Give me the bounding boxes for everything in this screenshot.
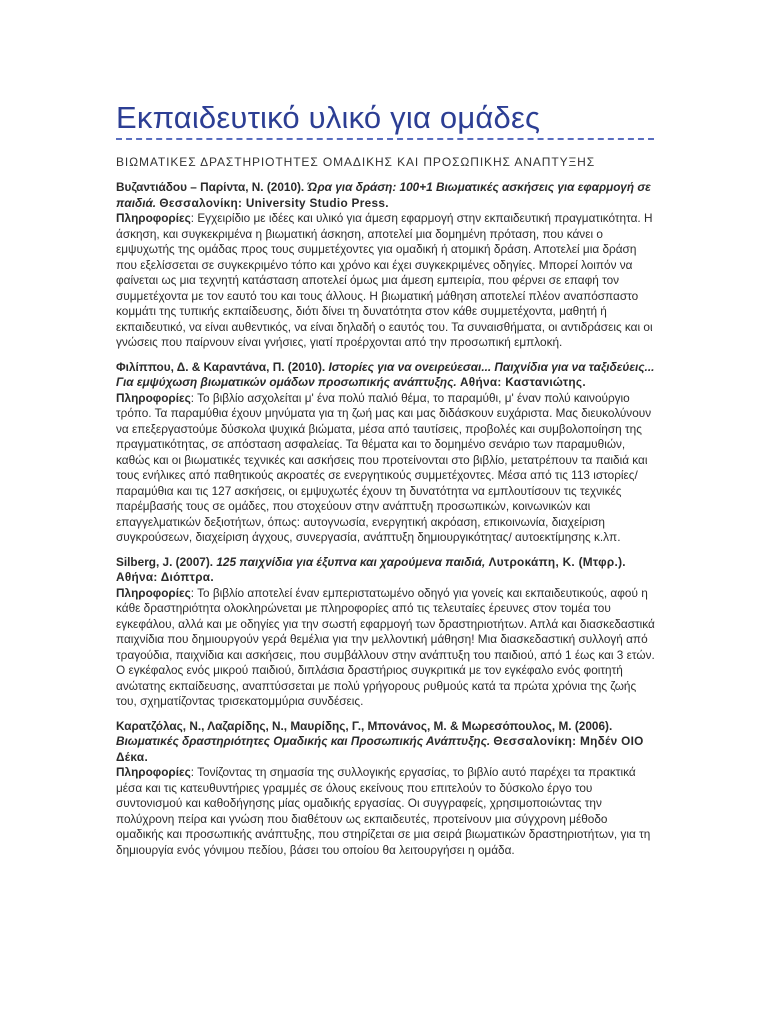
- info-label: Πληροφορίες: [116, 765, 191, 779]
- entry-authors: Βυζαντιάδου – Παρίντα, Ν. (2010).: [116, 180, 305, 194]
- entry-citation: [116, 360, 654, 390]
- entry-description: Τονίζοντας τη σημασία της συλλογικής εργασίας, το βιβλίο αυτό παρέχει τα πρακτικά μέσα και τις κατευθυντήριες γραμμές σε όλους εκείνους που επιτελούν το δύσκολο έργο του συντονισμού και καθοδήγησης μίας ομαδικής εργασίας. Οι συγγραφείς, χρησιμοποιώντας την πολύχρονη πείρα και γνώση που διαθέτουν ως εκπαιδευτές, προτείνουν μια σύγχρονη μέθοδο ομαδικής και προσωπικής ανάπτυξης, που στηρίζεται σε μια σειρά βιωματικών δραστηριοτήτων, για τη δημιουργία ενός γόνιμου πεδίου, βάσει του οποίου θα λειτουργήσει η ομάδα.: [116, 765, 651, 857]
- info-label: Πληροφορίες: [116, 585, 191, 600]
- entry-work-title: Ώρα για δράση: 100+1 Βιωματικές ασκήσεις για εφαρμογή σε παιδιά.: [116, 180, 651, 210]
- info-colon: :: [190, 765, 198, 779]
- entry-citation: [116, 555, 626, 585]
- entry-authors: Silberg, J. (2007).: [116, 554, 214, 569]
- bibliography-entry: [116, 719, 656, 859]
- info-colon: :: [190, 585, 198, 600]
- entry-work-title: 125 παιχνίδια για έξυπνα και χαρούμενα παιδιά,: [216, 554, 486, 569]
- bibliography-entry: [116, 555, 656, 710]
- bibliography-entry: [116, 360, 656, 546]
- page-title: Εκπαιδευτικό υλικό για ομάδες: [116, 100, 541, 135]
- entry-authors: Φιλίππου, Δ. & Καραντάνα, Π. (2010).: [116, 359, 326, 374]
- entry-citation: [116, 719, 644, 764]
- info-label: Πληροφορίες: [116, 390, 191, 405]
- entry-description: Το βιβλίο ασχολείται μ' ένα πολύ παλιό θέμα, το παραμύθι, μ' έναν πολύ καινούργιο τρόπο. Τα παραμύθια έχουν μηνύματα για τη ζωή μας και μας διδάσκουν ευχάριστα. Μας διευκολύνουν να επεξεργαστούμε δύσκολα ψυχικά βιώματα, μέσα από ταυτίσεις, προβολές και συμβολοποίηση της πραγματικότητας, σε απόσταση ασφαλείας. Τα θέματα και το δομημένο σενάριο των παραμυθιών, καθώς και οι βιωματικές τεχνικές και ασκήσεις που προτείνονται στο βιβλίο, μετατρέπουν τα παιδιά και τους ενήλικες από παθητικούς ακροατές σε ενεργητικούς συμμετέχοντες. Μέσα από τις 113 ιστορίες/παραμύθια και τις 127 ασκήσεις, οι εμψυχωτές έχουν τη δυνατότητα να εμπλουτίσουν τις τεχνικές παρέμβασής τους σε ομάδες, που στοχεύουν στην ανάπτυξη προσωπικών, κοινωνικών και επαγγελματικών δεξιοτήτων, όπως: αυτογνωσία, ενεργητική ακρόαση, επικοινωνία, διαχείριση συγκρούσεων, διαχείριση άγχους, συνεργασία, ανάπτυξη δημιουργικότητας/ αυτοεκτίμησης κ.λπ.: [116, 390, 652, 544]
- info-colon: :: [190, 211, 198, 225]
- info-colon: :: [190, 390, 198, 405]
- bibliography-entry: [116, 180, 656, 351]
- entry-authors: Καρατζόλας, Ν., Λαζαρίδης, Ν., Μαυρίδης, Γ., Μπονάνος, Μ. & Μωρεσόπουλος, Μ. (2006).: [116, 718, 613, 733]
- entry-work-title: Ιστορίες για να ονειρεύεσαι... Παιχνίδια για να ταξιδεύεις... Για εμψύχωση βιωματικών ομάδων προσωπικής ανάπτυξης.: [116, 359, 655, 389]
- entry-publisher: Αθήνα: Καστανιώτης.: [459, 375, 586, 389]
- entry-publisher: Λυτροκάπη, Κ. (Μτφρ.). Αθήνα: Διόπτρα.: [116, 554, 626, 584]
- entry-description: Το βιβλίο αποτελεί έναν εμπεριστατωμένο οδηγό για γονείς και εκπαιδευτικούς, αφού η κάθε δραστηριότητα ολοκληρώνεται με πληροφορίες από τις τελευταίες έρευνες στον τομέα του εγκεφάλου, αλλά και με οδηγίες για την σωστή εφαρμογή των δραστηριοτήτων. Απλά και διασκεδαστικά παιχνίδια που δημιουργούν γερά θεμέλια για την μελλοντική μάθηση! Μια διασκεδαστική συλλογή από τραγούδια, παιχνίδια και ασκήσεις, που συμβάλλουν στην ανάπτυξη του παιδιού, από 1 έως και 3 ετών. Ο εγκέφαλος ενός μικρού παιδιού, διπλάσια δραστήριος συγκριτικά με τον εγκέφαλο ενός φοιτητή ανώτατης εκπαίδευσης, αναπτύσσεται με πολύ γρήγορους ρυθμούς κατά τα πρώτα χρόνια της ζωής του, σχηματίζοντας τρισεκατομμύρια συνδέσεις.: [116, 585, 655, 708]
- entry-description: Εγχειρίδιο με ιδέες και υλικό για άμεση εφαρμογή στην εκπαιδευτική πραγματικότητα. Η άσκηση, και συγκεκριμένα η βιωματική άσκηση, αποτελεί μια δομημένη πρόταση, που κάνει ο εμψυχωτής της ομάδας προς τους συμμετέχοντες για ομαδική ή ατομική δράση. Αποτελεί μια δράση που εξελίσσεται σε συγκεκριμένο τόπο και χρόνο και έχει συγκεκριμένες οδηγίες. Μπορεί λοιπόν να φαίνεται ως μια τεχνητή κατάσταση αποτελεί όμως μια άμεση εμπειρία, που φέρνει σε επαφή τον συμμετέχοντα με τον εαυτό του και τους άλλους. Η βιωματική μάθηση αποτελεί πλέον αναπόσπαστο κομμάτι της τυπικής εκπαίδευσης, διότι δίνει τη δυνατότητα στον κάθε συμμετέχοντα, μαθητή ή εκπαιδευτικό, να είναι αυθεντικός, να είναι δηλαδή ο εαυτός του. Τα συναισθήματα, οι αντιδράσεις και οι γνώσεις που παίρνουν είναι γνήσιες, γιατί προέρχονται από την προσωπική εμπλοκή.: [116, 211, 653, 349]
- entry-publisher: Θεσσαλονίκη: University Studio Press.: [159, 195, 389, 210]
- entry-publisher: Θεσσαλονίκη: Μηδέν ΟΙΟ Δέκα.: [116, 734, 644, 764]
- title-divider: [116, 138, 654, 140]
- document-content: [116, 98, 656, 867]
- entry-work-title: Βιωματικές δραστηριότητες Ομαδικής και Προσωπικής Ανάπτυξης.: [116, 734, 491, 748]
- entry-citation: [116, 180, 651, 210]
- info-label: Πληροφορίες: [116, 211, 191, 225]
- section-heading: ΒΙΩΜΑΤΙΚΕΣ ΔΡΑΣΤΗΡΙΟΤΗΤΕΣ ΟΜΑΔΙΚΗΣ ΚΑΙ ΠΡΟΣΩΠΙΚΗΣ ΑΝΑΠΤΥΞΗΣ: [116, 155, 596, 169]
